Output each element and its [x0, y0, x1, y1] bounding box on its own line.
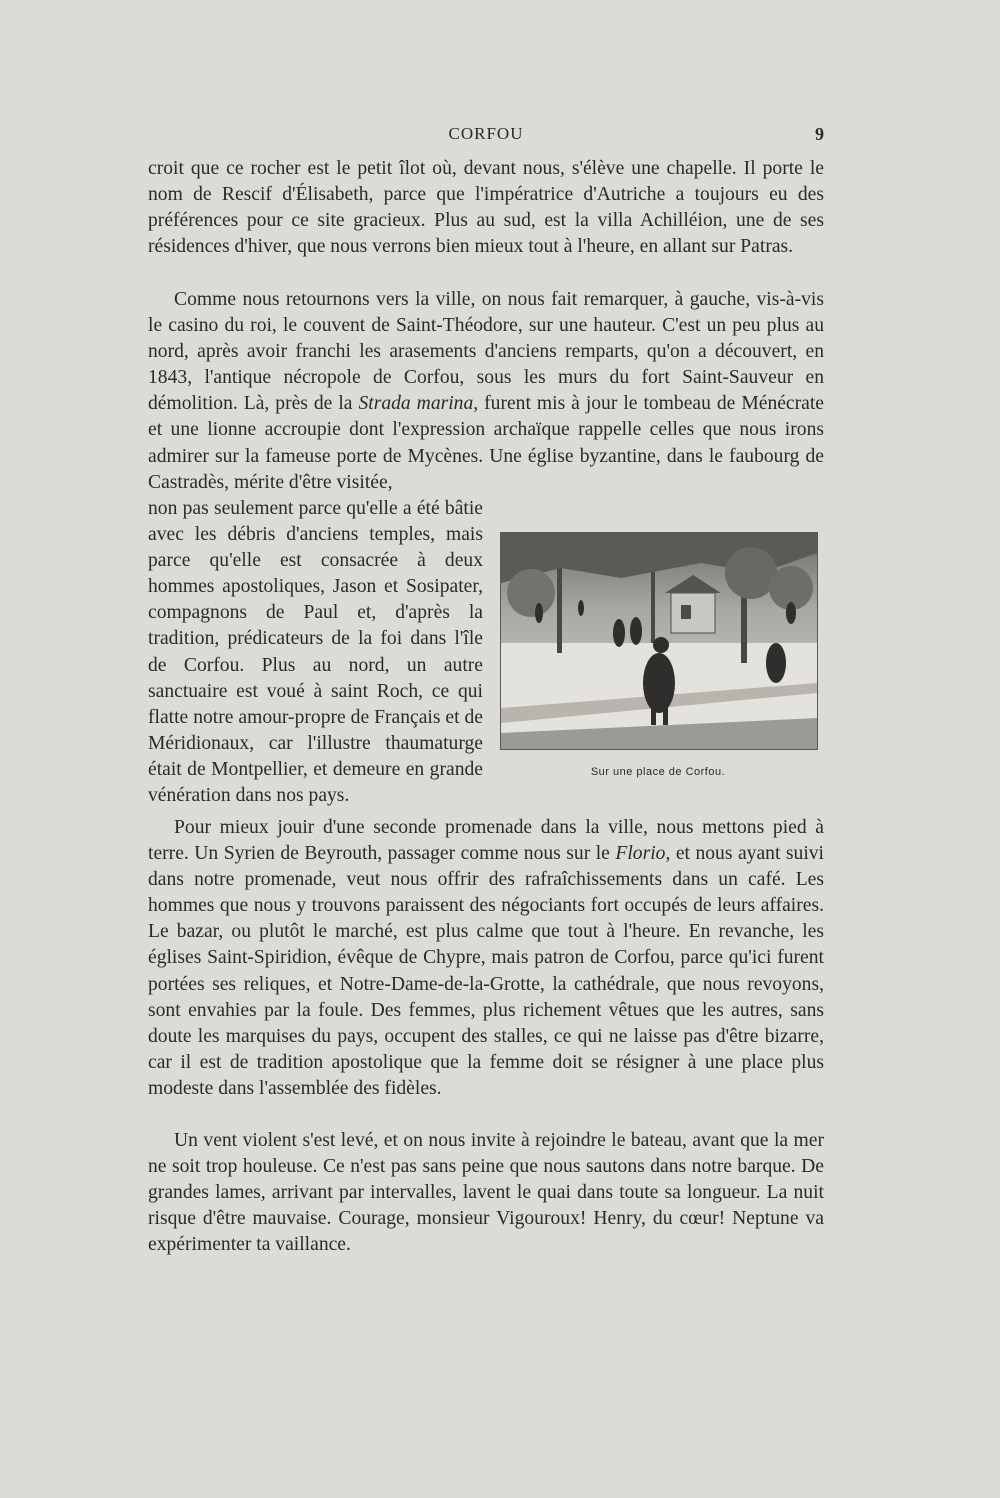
illustration [500, 532, 818, 750]
paragraph-1-text: croit que ce rocher est le petit îlot où, devant nous, s'élève une chapelle. Il porte le nom de Rescif d'Élisabeth, parce que l'impératrice d'Autriche a toujours eu des préférences pour ce site gracieux. Plus au sud, est la villa Achilléion, une de ses résidences d'hiver, que nous verrons bien mieux tout à l'heure, en allant sur Patras. [148, 158, 824, 258]
paragraph-3 [148, 815, 824, 1102]
running-title: CORFOU [448, 124, 524, 143]
paragraph-4-text: Un vent violent s'est levé, et on nous invite à rejoindre le bateau, avant que la mer ne soit trop houleuse. Ce n'est pas sans peine que nous sautons dans notre barque. De grandes lames, arrivant par intervalles, lavent le quai dans toute sa longueur. La nuit risque d'être mauvaise. Courage, monsieur Vigouroux! Henry, du cœur! Neptune va expérimenter ta vaillance. [148, 1130, 824, 1256]
paragraph-3-italic: Florio [615, 843, 666, 865]
paragraph-4 [148, 1128, 824, 1258]
paragraph-2-wrap [148, 496, 483, 816]
page-header [148, 124, 824, 148]
paragraph-2 [148, 287, 824, 496]
paragraph-2-italic: Strada marina [358, 393, 474, 415]
paragraph-3-text-b: , et nous ayant suivi dans notre promenade, veut nous offrir des rafraîchissements dans un café. Les hommes que nous y trouvons paraissent des négociants fort occupés de leurs affaires. Le bazar, ou plutôt le marché, est plus calme que tout à l'heure. En revanche, les églises Saint-Spiridion, évêque de Chypre, mais patron de Corfou, parce qu'ici furent portées ses reliques, et Notre-Dame-de-la-Grotte, la cathédrale, que nous revoyons, sont envahies par la foule. Des femmes, plus richement vêtues que les autres, sans doute les marquises du pays, occupent des stalles, ce qui ne laisse pas d'être bizarre, car il est de tradition apostolique que la femme doit se résigner à une place plus modeste dans l'assemblée des fidèles. [148, 843, 824, 1099]
paragraph-2-wrap-text: non pas seulement parce qu'elle a été bâtie avec les débris d'anciens temples, mais parce qu'elle est consacrée à deux hommes apostoliques, Jason et Sosipater, compagnons de Paul et, d'après la tradition, prédicateurs de la foi dans l'île de Corfou. Plus au nord, un autre sanctuaire est voué à saint Roch, ce qui flatte notre amour-propre de Français et de Méridionaux, car l'illustre thaumaturge était de Montpellier, et demeure en grande vénération dans nos pays. [148, 498, 483, 807]
figure-caption: Sur une place de Corfou. [590, 766, 726, 778]
page-number: 9 [815, 124, 824, 144]
paragraph-3-text-a: Pour mieux jouir d'une seconde promenade dans la ville, nous mettons pied à terre. Un Syrien de Beyrouth, passager comme nous sur le [148, 817, 824, 865]
illustration-street-scene [501, 533, 817, 749]
paragraph-1 [148, 156, 824, 260]
paragraph-2-text-b: , furent mis à jour le tombeau de Ménécrate et une lionne accroupie dont l'expression archaïque rappelle celles que nous irons admirer sur la fameuse porte de Mycènes. Une église byzantine, dans le faubourg de Castradès, mérite d'être visitée, [148, 393, 824, 493]
paragraph-2-text-a: Comme nous retournons vers la ville, on nous fait remarquer, à gauche, vis-à-vis le casino du roi, le couvent de Saint-Théodore, sur une hauteur. C'est un peu plus au nord, après avoir franchi les arasements d'anciens remparts, qu'on a découvert, en 1843, l'antique nécropole de Corfou, sous les murs du fort Saint-Sauveur en démolition. Là, près de la [148, 289, 824, 415]
